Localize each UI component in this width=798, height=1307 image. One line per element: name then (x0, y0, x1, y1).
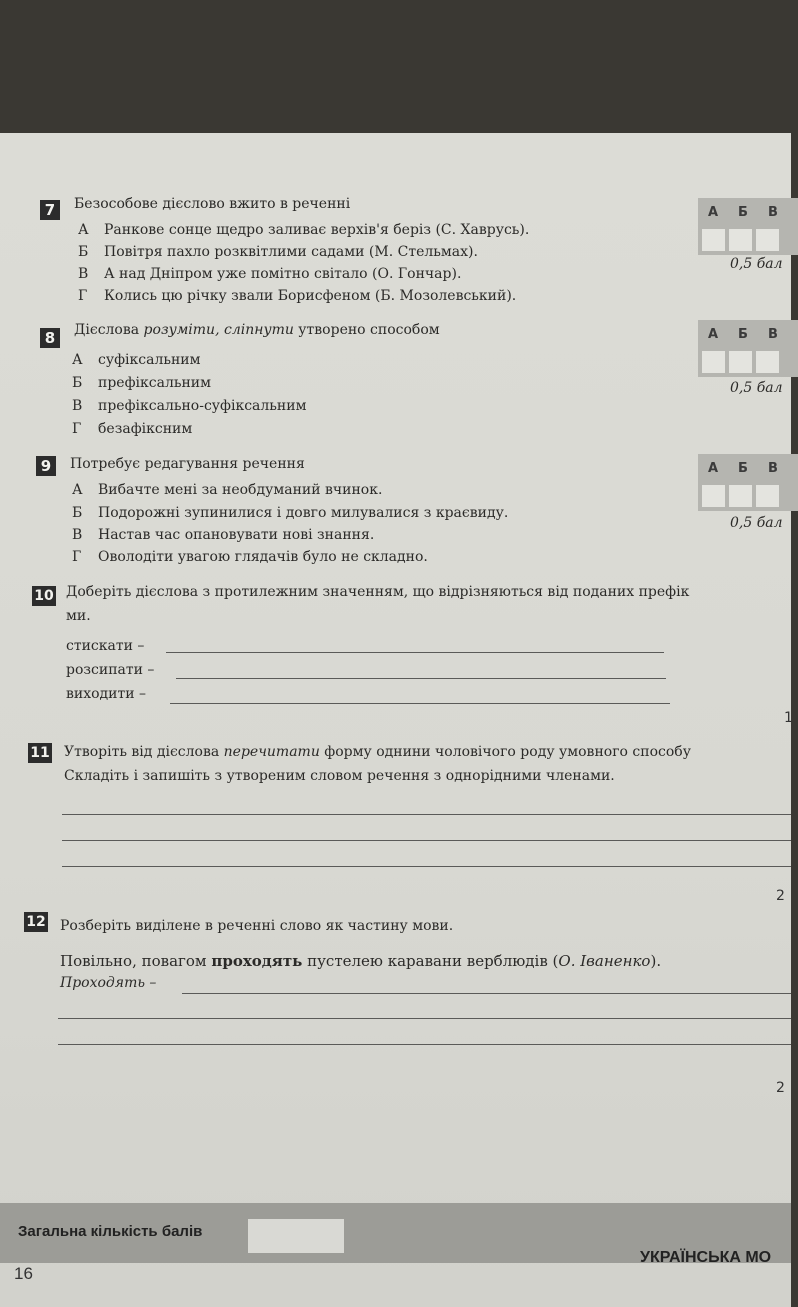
answer-line-3[interactable] (62, 866, 791, 867)
answer-line-3[interactable] (170, 703, 670, 704)
subject-title: УКРАЇНСЬКА МО (640, 1249, 772, 1266)
option-a[interactable]: А Ранкове сонце щедро заливає верхів'я беріз (С. Хаврусь). (78, 222, 530, 238)
question-number: 8 (40, 328, 60, 348)
score-label: 2 (776, 888, 785, 904)
page-number: 16 (14, 1264, 33, 1283)
question-text: Потребує редагування речення (70, 456, 305, 472)
answer-cell-c[interactable] (756, 485, 779, 507)
points-label: 0,5 бал (730, 256, 783, 272)
option-b[interactable]: Б Повітря пахло розквітлими садами (М. Стельмах). (78, 244, 478, 260)
question-number: 10 (32, 586, 56, 606)
answer-cell-b[interactable] (729, 485, 752, 507)
total-score-label: Загальна кількість балів (18, 1223, 203, 1240)
question-number: 7 (40, 200, 60, 220)
sentence: Повільно, повагом проходять пустелею каравани верблюдів (О. Іваненко). (60, 952, 662, 970)
option-c[interactable]: В префіксально-суфіксальним (72, 398, 307, 414)
answer-line-1[interactable] (182, 993, 791, 994)
question-text-cont: Складіть і запишіть з утвореним словом речення з однорідними членами. (64, 768, 615, 784)
answer-grid: А Б В (698, 320, 798, 377)
answer-cell-a[interactable] (702, 229, 725, 251)
question-text: Дієслова розуміти, сліпнути утворено способом (74, 322, 440, 338)
question-text: Доберіть дієслова з протилежним значенням, що відрізняються від поданих префік (66, 584, 690, 600)
question-number: 12 (24, 912, 48, 932)
question-text: Безособове дієслово вжито в реченні (74, 196, 351, 212)
option-a[interactable]: А Вибачте мені за необдуманий вчинок. (72, 482, 383, 498)
question-number: 9 (36, 456, 56, 476)
answer-cell-c[interactable] (756, 229, 779, 251)
answer-cell-a[interactable] (702, 485, 725, 507)
question-text-cont: ми. (66, 608, 91, 624)
answer-label: Проходять – (60, 975, 157, 991)
points-label: 0,5 бал (730, 515, 783, 531)
worksheet-page (0, 133, 791, 1307)
question-number: 11 (28, 743, 52, 763)
score-label: 2 (776, 1080, 785, 1096)
option-c[interactable]: В А над Дніпром уже помітно світало (О. Гончар). (78, 266, 462, 282)
answer-line-1[interactable] (62, 814, 791, 815)
question-text: Утворіть від дієслова перечитати форму однини чоловічого роду умовного способу (64, 744, 691, 760)
points-label: 0,5 бал (730, 380, 783, 396)
answer-line-2[interactable] (58, 1018, 791, 1019)
option-d[interactable]: Г безафіксним (72, 421, 193, 437)
option-a[interactable]: А суфіксальним (72, 352, 201, 368)
answer-grid: А Б В (698, 454, 798, 511)
answer-line-1[interactable] (166, 652, 664, 653)
answer-grid: А Б В (698, 198, 798, 255)
word-1: стискати – (66, 638, 145, 654)
answer-cell-b[interactable] (729, 229, 752, 251)
answer-line-2[interactable] (176, 678, 666, 679)
score-label: 1 (784, 710, 793, 726)
option-d[interactable]: Г Колись цю річку звали Борисфеном (Б. Мозолевський). (78, 288, 517, 304)
answer-cell-c[interactable] (756, 351, 779, 373)
option-d[interactable]: Г Оволодіти увагою глядачів було не складно. (72, 549, 428, 565)
answer-line-2[interactable] (62, 840, 791, 841)
answer-cell-a[interactable] (702, 351, 725, 373)
question-text: Розберіть виділене в реченні слово як частину мови. (60, 918, 454, 934)
word-3: виходити – (66, 686, 147, 702)
option-b[interactable]: Б Подорожні зупинилися і довго милувалися з краєвиду. (72, 505, 509, 521)
word-2: розсипати – (66, 662, 155, 678)
answer-cell-b[interactable] (729, 351, 752, 373)
option-c[interactable]: В Настав час опановувати нові знання. (72, 527, 375, 543)
answer-line-3[interactable] (58, 1044, 791, 1045)
option-b[interactable]: Б префіксальним (72, 375, 212, 391)
total-score-box[interactable] (248, 1219, 344, 1253)
